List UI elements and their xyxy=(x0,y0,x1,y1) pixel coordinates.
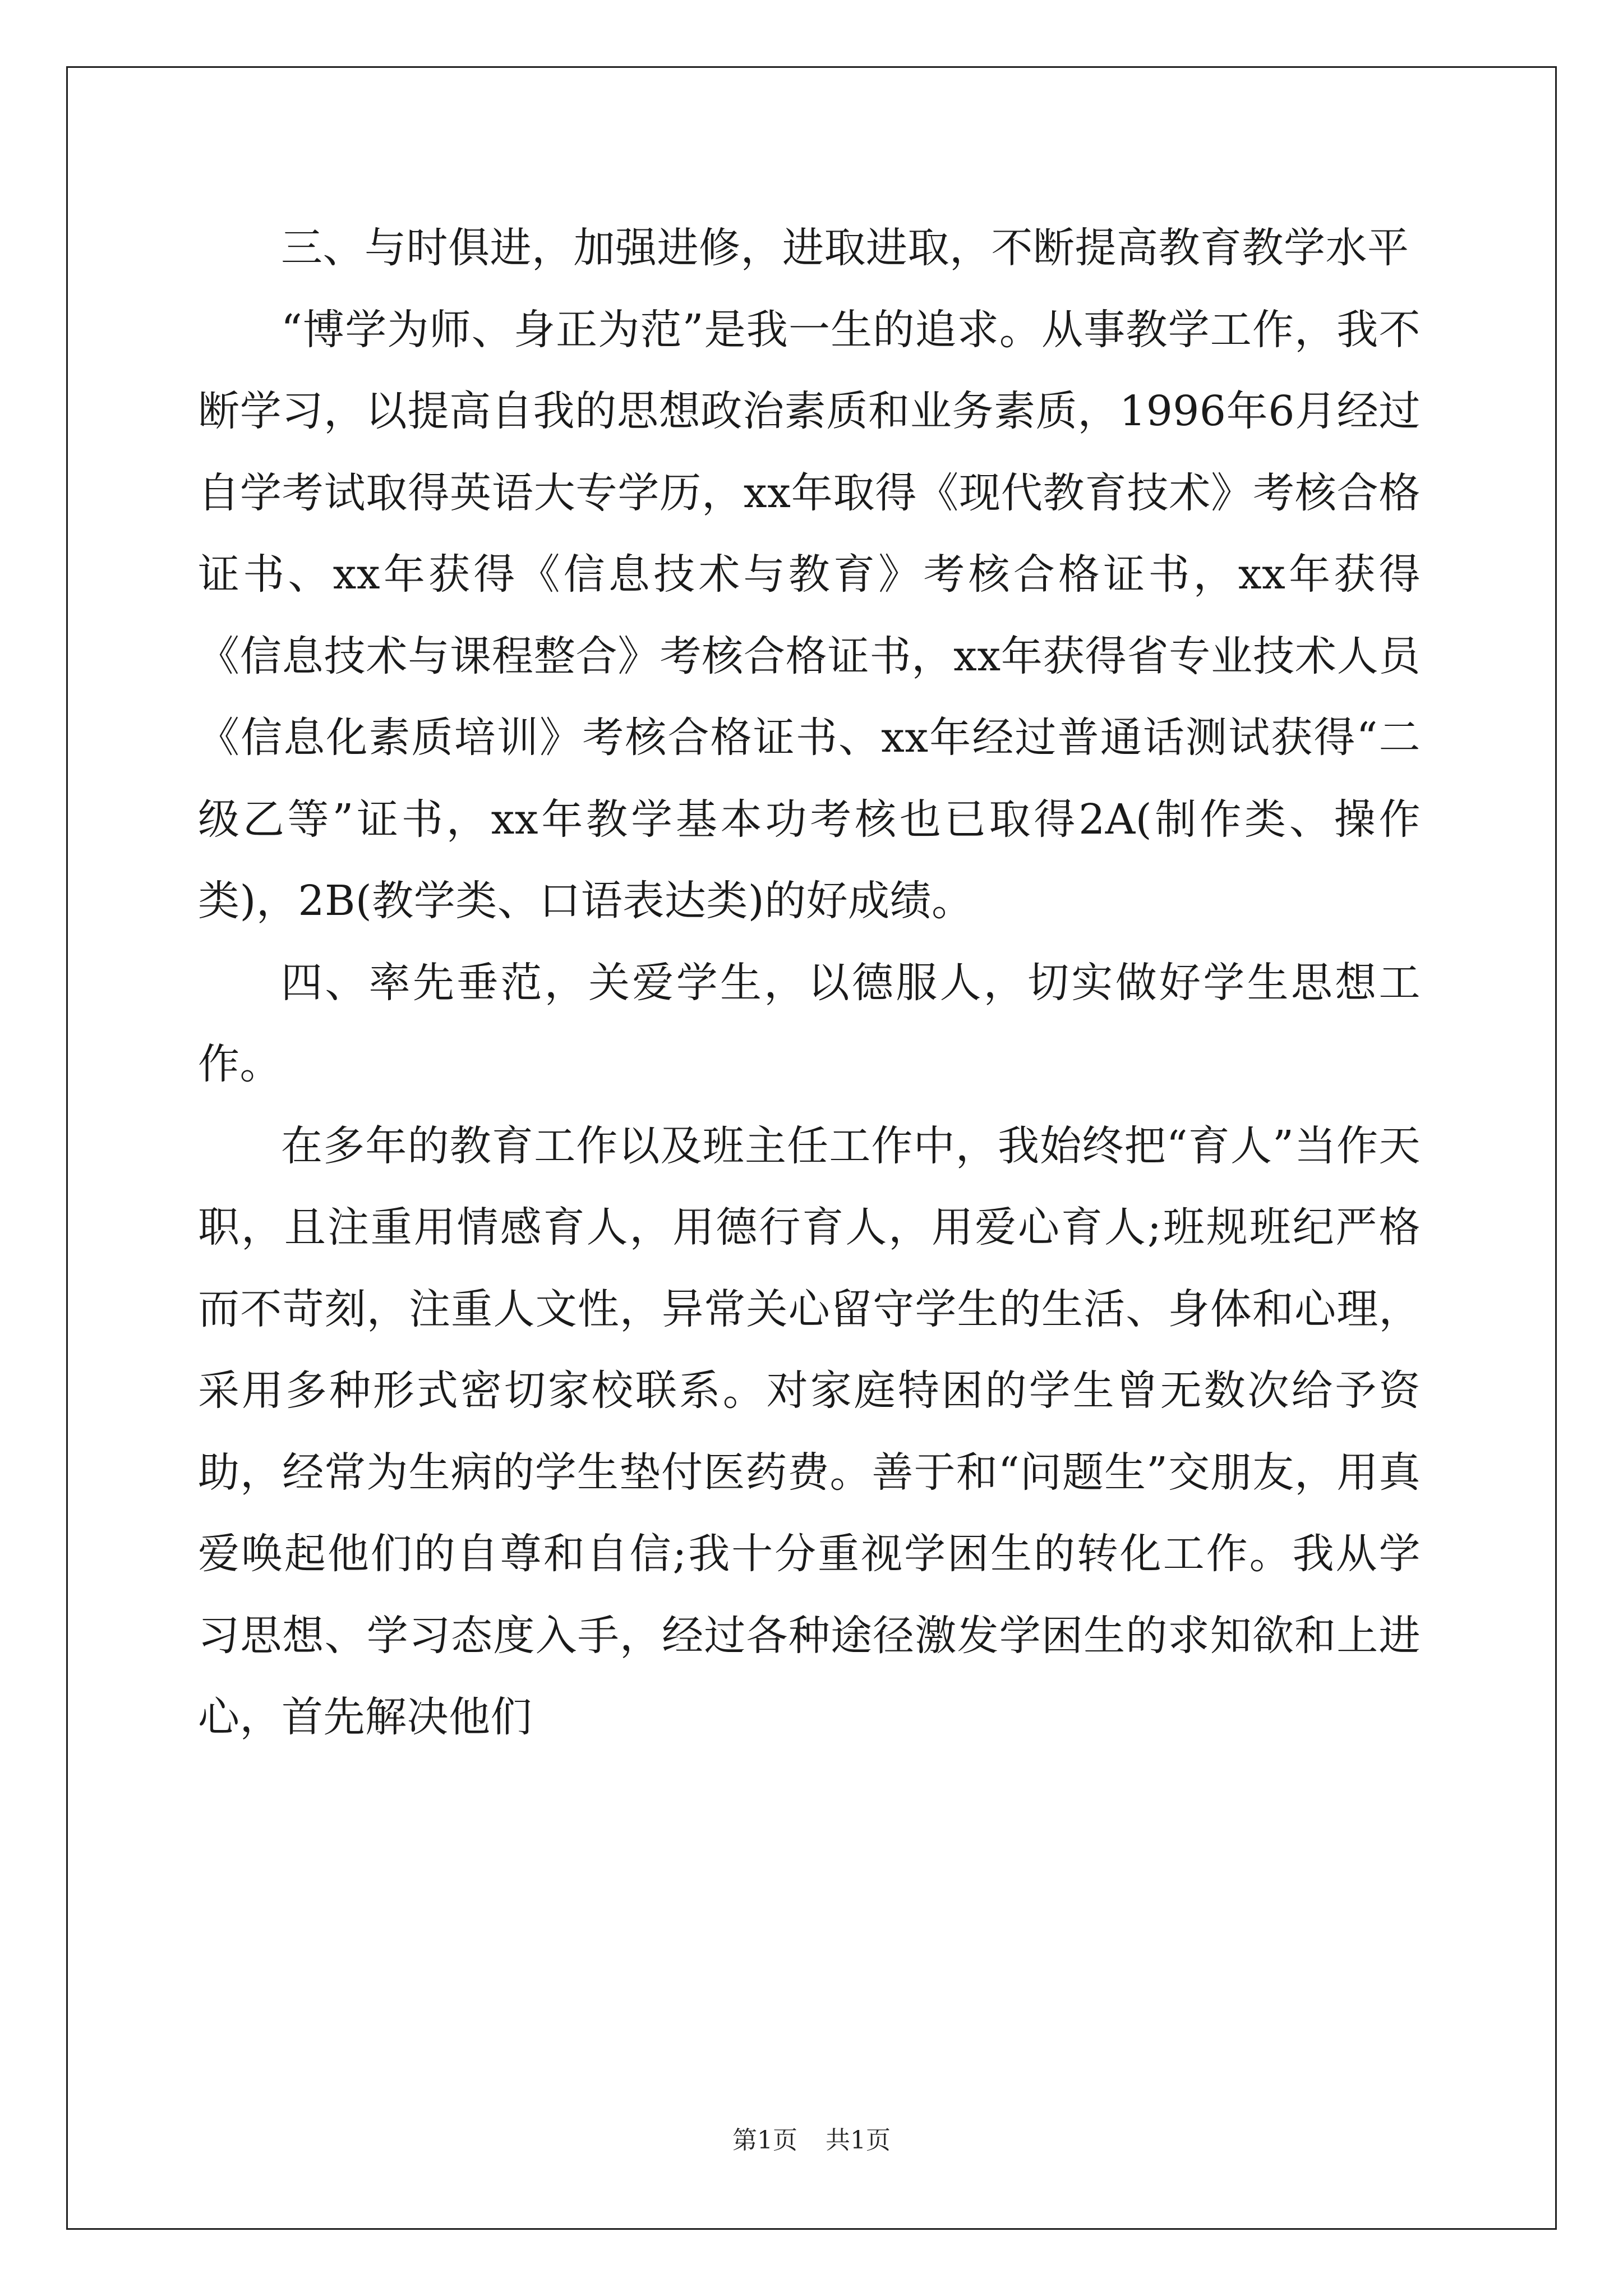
document-body xyxy=(198,208,1421,1759)
paragraph-learning: “博学为师、身正为范”是我一生的追求。从事教学工作，我不断学习，以提高自我的思想政治素质和业务素质，1996年6月经过自学考试取得英语大专学历，xx年取得《现代教育技术》考核合格证书、xx年获得《信息技术与教育》考核合格证书，xx年获得《信息技术与课程整合》考核合格证书，xx年获得省专业技术人员《信息化素质培训》考核合格证书、xx年经过普通话测试获得“二级乙等”证书，xx年教学基本功考核也已取得2A(制作类、操作类)，2B(教学类、口语表达类)的好成绩。 xyxy=(198,305,1421,925)
section-heading-4: 四、率先垂范，关爱学生，以德服人，切实做好学生思想工作。 xyxy=(198,958,1421,1088)
paragraph-students: 在多年的教育工作以及班主任工作中，我始终把“育人”当作天职，且注重用情感育人，用德行育人，用爱心育人;班规班纪严格而不苛刻，注重人文性，异常关心留守学生的生活、身体和心理，采用多种形式密切家校联系。对家庭特困的学生曾无数次给予资助，经常为生病的学生垫付医药费。善于和“问题生”交朋友，用真爱唤起他们的自尊和自信;我十分重视学困生的转化工作。我从学习思想、学习态度入手，经过各种途径激发学困生的求知欲和上进心，首先解决他们 xyxy=(198,1121,1421,1741)
page-number: 第1页 xyxy=(732,2126,797,2155)
page-total: 共1页 xyxy=(826,2126,891,2155)
section-heading-3: 三、与时俱进，加强进修，进取进取，不断提高教育教学水平 xyxy=(281,224,1409,272)
page-footer xyxy=(0,2124,1623,2157)
